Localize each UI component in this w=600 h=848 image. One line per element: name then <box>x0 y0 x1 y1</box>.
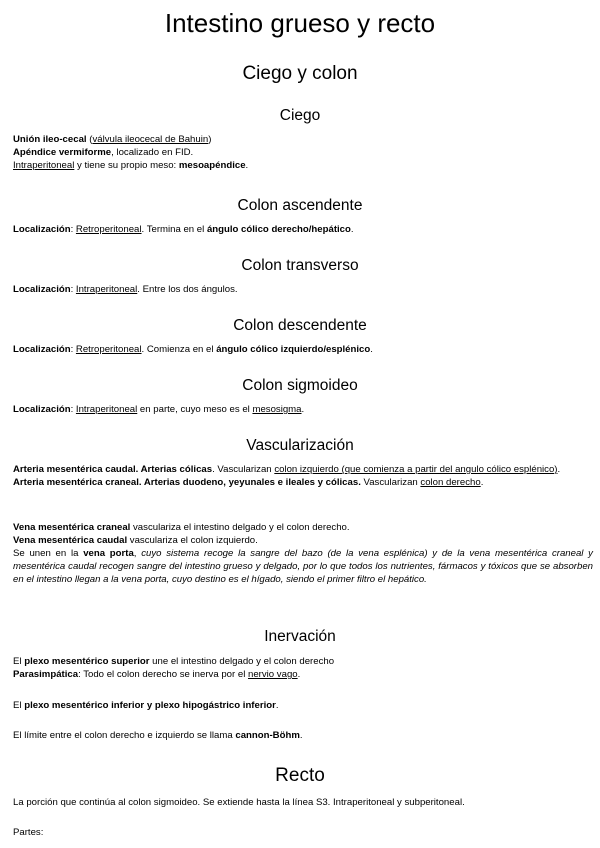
text-fragment: El <box>13 656 25 667</box>
text-fragment: . Comienza en el <box>141 344 217 355</box>
subheading-ciego: Ciego <box>279 107 321 124</box>
subheading-colon-descendente: Colon descendente <box>233 317 367 334</box>
text-fragment: . Entre los dos ángulos. <box>137 284 238 295</box>
text-fragment: . <box>557 464 561 475</box>
term-arteria-mesenterica-craneal: Arteria mesentérica craneal. Arterias duodeno, yeyunales e ileales y cólicas. <box>13 477 361 488</box>
paragraph-recto: La porción que continúa al colon sigmoideo. Se extiende hasta la línea S3. Intraperitoneal y subperitoneal. <box>13 797 465 808</box>
line-vena-craneal <box>13 521 593 534</box>
label-localizacion: Localización <box>13 344 71 355</box>
text-fragment: . <box>299 730 303 741</box>
text-fragment: une el intestino delgado y el colon derecho <box>149 656 335 667</box>
text-fragment: vasculariza el intestino delgado y el colon derecho. <box>130 522 350 533</box>
line-arteria-craneal <box>13 476 593 489</box>
text-fragment: Vascularizan <box>360 477 421 488</box>
paragraph-colon-ascendente <box>13 223 593 236</box>
subheading-vascularizacion: Vascularización <box>246 437 354 454</box>
line-apendice <box>13 146 593 159</box>
label-localizacion: Localización <box>13 224 71 235</box>
text-fragment: vasculariza el colon izquierdo. <box>127 535 258 546</box>
section-heading-recto: Recto <box>275 765 325 786</box>
text-fragment: . <box>370 344 373 355</box>
link-intraperitoneal[interactable]: Intraperitoneal <box>75 284 138 295</box>
subheading-colon-sigmoideo: Colon sigmoideo <box>242 377 358 394</box>
term-arteria-mesenterica-caudal: Arteria mesentérica caudal. Arterias cólicas <box>13 464 213 475</box>
line-intraperitoneal-meso <box>13 159 593 172</box>
text-fragment: Se unen en la <box>13 548 84 559</box>
term-union-ileocecal: Unión ileo-cecal <box>13 134 87 145</box>
line-vena-caudal <box>13 534 593 547</box>
text-fragment: : <box>70 404 76 415</box>
paragraph-colon-transverso <box>13 283 593 296</box>
term-plexo-mesenterico-superior: plexo mesentérico superior <box>24 656 150 667</box>
paragraph-arterias <box>13 463 593 489</box>
link-retroperitoneal[interactable]: Retroperitoneal <box>75 224 142 235</box>
subheading-colon-ascendente: Colon ascendente <box>237 197 363 214</box>
text-fragment: . Termina en el <box>141 224 207 235</box>
text-fragment: : <box>70 344 76 355</box>
paragraph-cannon-bohm <box>13 729 593 742</box>
label-localizacion: Localización <box>13 284 71 295</box>
term-apendice-vermiforme: Apéndice vermiforme <box>13 147 112 158</box>
text-fragment: ) <box>208 134 212 145</box>
text-fragment: , <box>133 548 142 559</box>
text-fragment: : Todo el colon derecho se inerva por el <box>78 669 249 680</box>
paragraph-venas <box>13 521 593 586</box>
line-arteria-caudal <box>13 463 593 476</box>
link-retroperitoneal[interactable]: Retroperitoneal <box>75 344 142 355</box>
paragraph-colon-descendente <box>13 343 593 356</box>
link-valvula-ileocecal[interactable]: válvula ileocecal de Bahuin <box>92 134 209 145</box>
subheading-inervacion: Inervación <box>264 628 336 645</box>
term-plexo-inferior: plexo mesentérico inferior y plexo hipogástrico inferior <box>24 700 276 711</box>
link-mesosigma[interactable]: mesosigma <box>252 404 302 415</box>
page-title: Intestino grueso y recto <box>164 8 436 38</box>
text-fragment: : <box>70 224 76 235</box>
term-parasimpatica: Parasimpática <box>13 669 79 680</box>
text-fragment: . <box>245 160 249 171</box>
text-fragment: . <box>301 404 305 415</box>
text-fragment: . <box>275 700 279 711</box>
text-fragment: . <box>297 669 301 680</box>
subheading-colon-transverso: Colon transverso <box>241 257 359 274</box>
line-parasimpatica <box>13 668 593 681</box>
term-mesoapendice: mesoapéndice <box>178 160 246 171</box>
text-fragment: en parte, cuyo meso es el <box>137 404 253 415</box>
link-intraperitoneal[interactable]: Intraperitoneal <box>13 160 75 171</box>
paragraph-colon-sigmoideo <box>13 403 593 416</box>
paragraph-inervacion <box>13 655 593 681</box>
text-fragment: ( <box>86 134 93 145</box>
link-colon-derecho[interactable]: colon derecho <box>420 477 481 488</box>
text-fragment: . <box>480 477 484 488</box>
text-fragment: . <box>350 224 354 235</box>
text-vena-porta-description: cuyo sistema recoge la sangre del bazo (de la vena esplénica) y de la vena mesentérica craneal y mesentérica caudal recogen sangre del intestino grueso y delgado, por lo que todos los nutrientes, fármacos y tóxicos que se absorben en el intestino llegan a la vena porta, cuyo destino es el hígado, siendo el primer filtro el hepático. <box>13 548 593 585</box>
paragraph-partes: Partes: <box>13 827 44 838</box>
text-fragment: El límite entre el colon derecho e izquierdo se llama <box>13 730 236 741</box>
line-union-ileocecal <box>13 133 593 146</box>
term-vena-mesenterica-caudal: Vena mesentérica caudal <box>13 535 128 546</box>
link-colon-izquierdo[interactable]: colon izquierdo (que comienza a partir del angulo cólico esplénico) <box>274 464 558 475</box>
line-plexo-superior <box>13 655 593 668</box>
label-localizacion: Localización <box>13 404 71 415</box>
text-fragment: , localizado en FID. <box>111 147 194 158</box>
link-nervio-vago[interactable]: nervio vago <box>248 669 298 680</box>
section-heading-ciego-colon: Ciego y colon <box>242 63 358 84</box>
term-vena-porta: vena porta <box>83 548 134 559</box>
line-vena-porta <box>13 547 593 586</box>
term-angulo-esplenico: ángulo cólico izquierdo/esplénico <box>216 344 371 355</box>
text-fragment: . Vascularizan <box>212 464 275 475</box>
link-intraperitoneal[interactable]: Intraperitoneal <box>75 404 138 415</box>
text-fragment: El <box>13 700 25 711</box>
paragraph-plexo-inferior <box>13 699 593 712</box>
paragraph-ciego <box>13 133 593 172</box>
term-vena-mesenterica-craneal: Vena mesentérica craneal <box>13 522 131 533</box>
term-angulo-hepatico: ángulo cólico derecho/hepático <box>206 224 351 235</box>
text-fragment: : <box>70 284 76 295</box>
term-cannon-bohm: cannon-Böhm <box>235 730 300 741</box>
text-fragment: y tiene su propio meso: <box>74 160 179 171</box>
